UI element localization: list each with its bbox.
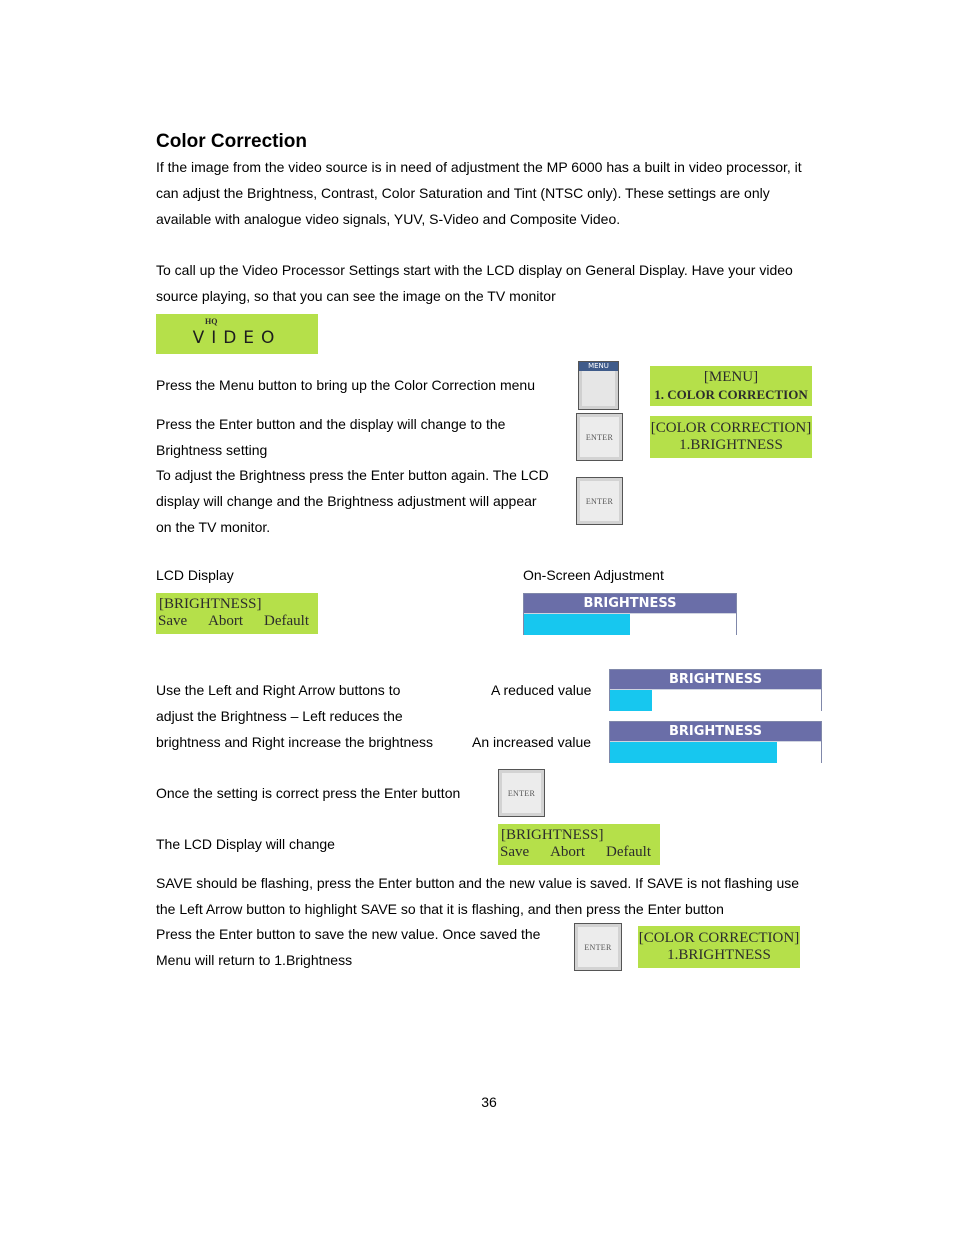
intro-line: can adjust the Brightness, Contrast, Color Saturation and Tint (NTSC only). These settings are only [156, 185, 770, 201]
osd-title: BRIGHTNESS [524, 594, 736, 613]
call-paragraph [156, 257, 793, 309]
osd-brightness-panel [523, 593, 737, 635]
lcd-general-display [156, 314, 318, 354]
final-text [156, 921, 540, 973]
step-adjust-text [156, 462, 549, 540]
step-enter-text [156, 411, 505, 463]
osd-level-bar[interactable] [610, 689, 821, 711]
arrows-text [156, 677, 433, 755]
save-line: the Left Arrow button to highlight SAVE so that it is flashing, and then press the Enter button [156, 901, 724, 917]
call-line: To call up the Video Processor Settings start with the LCD display on General Display. Have your video [156, 262, 793, 278]
osd-adjustment-label: On-Screen Adjustment [523, 567, 664, 583]
osd-title: BRIGHTNESS [610, 670, 821, 689]
menu-button-label: MENU [579, 362, 618, 371]
lcd-display-label: LCD Display [156, 567, 234, 583]
step-line: Press the Enter button and the display will change to the [156, 416, 506, 432]
arrows-line: adjust the Brightness – Left reduces the [156, 708, 403, 724]
osd-level-fill [524, 614, 630, 635]
increased-value-label: An increased value [472, 734, 592, 750]
lcd-brightness-options [498, 844, 660, 861]
enter-button[interactable] [576, 413, 623, 461]
final-line: Menu will return to 1.Brightness [156, 952, 353, 968]
lcd-hq-badge: HQ [205, 317, 218, 326]
enter-button[interactable] [576, 477, 623, 525]
osd-level-fill [610, 742, 777, 763]
lcd-menu-display [650, 366, 812, 406]
lcd-option-abort: Abort [550, 844, 586, 860]
step-line: display will change and the Brightness adjustment will appear [156, 493, 537, 509]
osd-brightness-increased [609, 721, 822, 763]
page-number: 36 [481, 1094, 497, 1110]
enter-button-label: ENTER [585, 432, 614, 442]
lcd-option-save: Save [158, 613, 188, 629]
intro-paragraph [156, 154, 802, 232]
lcd-option-abort: Abort [208, 613, 244, 629]
confirm-text: Once the setting is correct press the Enter button [156, 785, 461, 801]
reduced-value-label: A reduced value [491, 682, 592, 698]
osd-level-fill [610, 690, 652, 711]
step-line: on the TV monitor. [156, 519, 271, 535]
osd-brightness-reduced [609, 669, 822, 711]
enter-button[interactable] [574, 923, 622, 971]
osd-level-bar[interactable] [524, 613, 736, 635]
lcd-line: [MENU] [703, 369, 759, 385]
save-paragraph [156, 870, 799, 922]
lcd-line: [COLOR CORRECTION] [650, 420, 812, 436]
save-line: SAVE should be flashing, press the Enter button and the new value is saved. If SAVE is not flashing use [156, 875, 800, 891]
lcd-line: 1.BRIGHTNESS [679, 437, 783, 453]
section-title: Color Correction [156, 131, 307, 152]
lcd-brightness-title: [BRIGHTNESS] [501, 827, 604, 843]
lcd-brightness-title: [BRIGHTNESS] [159, 596, 262, 612]
menu-button[interactable] [578, 361, 619, 410]
lcd-brightness-save [498, 824, 660, 865]
intro-line: available with analogue video signals, YUV, S-Video and Composite Video. [156, 211, 621, 227]
lcd-option-default: Default [264, 613, 309, 629]
lcd-color-correction [638, 926, 800, 968]
step-line: To adjust the Brightness press the Enter button again. The LCD [156, 467, 549, 483]
lcd-color-correction [650, 416, 812, 458]
lcd-brightness-options [156, 613, 318, 630]
lcd-line: [COLOR CORRECTION] [638, 930, 800, 946]
lcd-brightness [156, 593, 318, 634]
step-menu-text: Press the Menu button to bring up the Color Correction menu [156, 377, 535, 393]
osd-title: BRIGHTNESS [610, 722, 821, 741]
enter-button-label: ENTER [585, 496, 614, 506]
enter-button[interactable] [498, 769, 545, 817]
lcd-video-label: VIDEO [192, 328, 282, 348]
final-line: Press the Enter button to save the new value. Once saved the [156, 926, 541, 942]
call-line: source playing, so that you can see the image on the TV monitor [156, 288, 556, 304]
lcd-option-save: Save [500, 844, 530, 860]
osd-level-bar[interactable] [610, 741, 821, 763]
lcd-line: 1.BRIGHTNESS [667, 947, 771, 963]
arrows-line: Use the Left and Right Arrow buttons to [156, 682, 401, 698]
enter-button-label: ENTER [584, 942, 612, 952]
step-line: Brightness setting [156, 442, 268, 458]
arrows-line: brightness and Right increase the brightness [156, 734, 434, 750]
lcd-option-default: Default [606, 844, 651, 860]
lcd-line: 1. COLOR CORRECTION [654, 387, 808, 402]
intro-line: If the image from the video source is in need of adjustment the MP 6000 has a built in video processor, it [156, 159, 802, 175]
enter-button-label: ENTER [507, 788, 536, 798]
lcd-change-text: The LCD Display will change [156, 836, 335, 852]
